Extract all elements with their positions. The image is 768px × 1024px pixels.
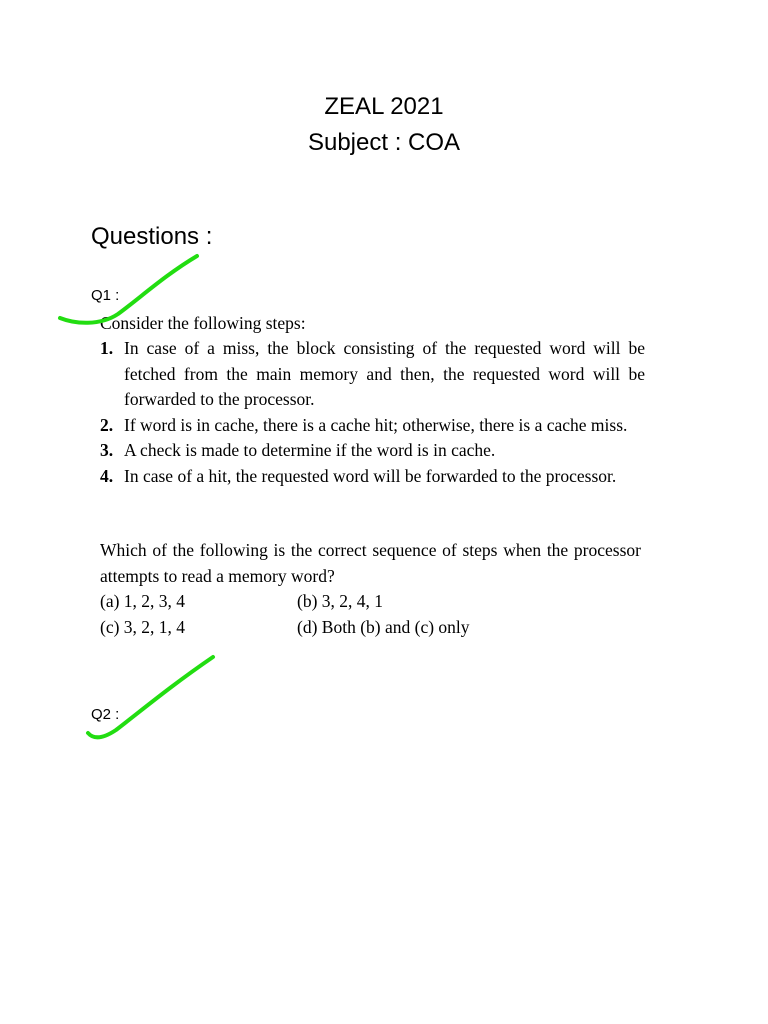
step-number: 2. xyxy=(100,414,114,435)
q2-checkmark-icon xyxy=(88,657,213,737)
step-number: 4. xyxy=(100,465,114,486)
step-text: If word is in cache, there is a cache hit; otherwise, there is a cache miss. xyxy=(124,414,628,435)
option-a: (a) 1, 2, 3, 4 xyxy=(100,591,186,611)
option-b: (b) 3, 2, 4, 1 xyxy=(297,591,384,611)
step-text: A check is made to determine if the word is in cache. xyxy=(124,440,496,460)
list-item xyxy=(100,464,645,490)
step-text: In case of a hit, the requested word will be forwarded to the processor. xyxy=(124,465,617,486)
q2-label: Q2 : xyxy=(91,706,120,723)
option-c: (c) 3, 2, 1, 4 xyxy=(100,617,186,637)
option-d: (d) Both (b) and (c) only xyxy=(297,617,470,637)
q1-label: Q1 : xyxy=(91,287,120,304)
questions-heading: Questions : xyxy=(91,223,213,250)
step-number: 1. xyxy=(100,338,114,358)
list-item xyxy=(100,336,645,413)
q1-steps-list xyxy=(100,336,645,489)
q1-question-text: Which of the following is the correct sequence of steps when the processor attempts to read a memory word? xyxy=(100,540,641,586)
step-number: 3. xyxy=(100,440,114,460)
q1-stem: Consider the following steps: xyxy=(100,313,306,333)
step-text: In case of a miss, the block consisting of the requested word will be fetched from the main memory and then, the requested word will be forwarded to the processor. xyxy=(124,338,645,409)
document-subject: Subject : COA xyxy=(307,129,461,156)
list-item xyxy=(100,413,645,439)
document-title: ZEAL 2021 xyxy=(324,93,444,120)
list-item xyxy=(100,438,645,464)
